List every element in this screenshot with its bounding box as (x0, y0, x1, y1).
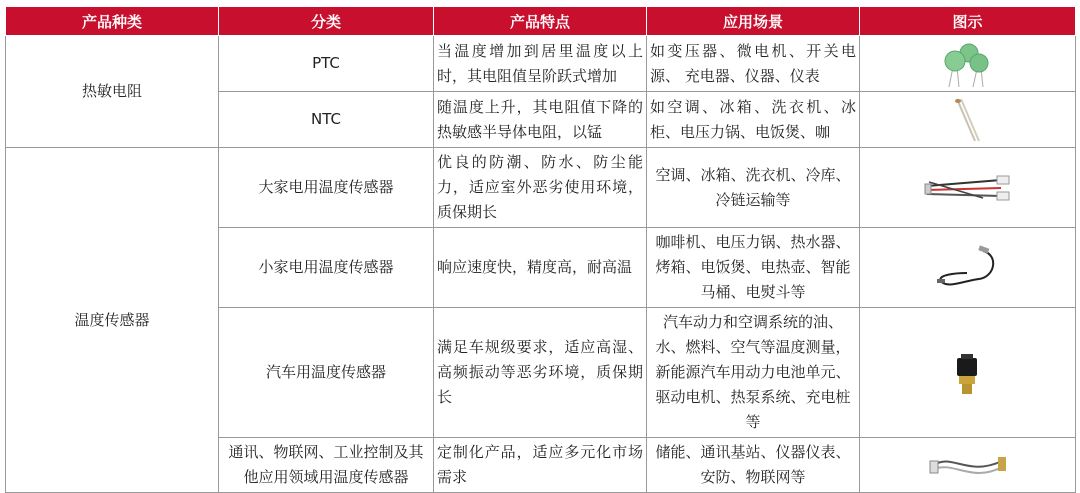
table-row (6, 148, 1076, 228)
image-cell (860, 228, 1076, 308)
automotive-sensor-icon (943, 348, 993, 398)
product-table (5, 6, 1076, 493)
applications-cell: 如空调、冰箱、洗衣机、冰柜、电压力锅、电饭煲、咖 (647, 92, 860, 148)
header-type: 分类 (219, 7, 434, 36)
applications-cell: 如变压器、微电机、开关电源、 充电器、仪器、仪表 (647, 36, 860, 92)
wire-harness-sensor-icon (923, 168, 1013, 208)
ntc-thermistor-icon (933, 95, 1003, 145)
table-row (6, 36, 1076, 92)
category-cell: 温度传感器 (6, 148, 219, 493)
image-cell (860, 36, 1076, 92)
header-category: 产品种类 (6, 7, 219, 36)
type-cell: NTC (219, 92, 434, 148)
type-cell: 汽车用温度传感器 (219, 308, 434, 438)
applications-cell: 空调、冰箱、洗衣机、冷库、冷链运输等 (647, 148, 860, 228)
image-cell (860, 148, 1076, 228)
cable-assembly-sensor-icon (928, 443, 1008, 487)
features-cell: 当温度增加到居里温度以上时，其电阻值呈阶跃式增加 (434, 36, 647, 92)
type-cell: 大家电用温度传感器 (219, 148, 434, 228)
header-row (6, 7, 1076, 36)
header-image: 图示 (860, 7, 1076, 36)
image-cell (860, 438, 1076, 493)
features-cell: 响应速度快，精度高，耐高温 (434, 228, 647, 308)
applications-cell: 咖啡机、电压力锅、热水器、烤箱、电饭煲、电热壶、智能马桶、电熨斗等 (647, 228, 860, 308)
type-cell: 小家电用温度传感器 (219, 228, 434, 308)
image-cell (860, 308, 1076, 438)
image-cell (860, 92, 1076, 148)
features-cell: 随温度上升，其电阻值下降的热敏感半导体电阻，以锰 (434, 92, 647, 148)
features-cell: 满足车规级要求，适应高湿、高频振动等恶劣环境，质保期长 (434, 308, 647, 438)
features-cell: 优良的防潮、防水、防尘能力，适应室外恶劣使用环境，质保期长 (434, 148, 647, 228)
probe-cable-sensor-icon (933, 243, 1003, 293)
features-cell: 定制化产品，适应多元化市场需求 (434, 438, 647, 493)
applications-cell: 储能、通讯基站、仪器仪表、安防、物联网等 (647, 438, 860, 493)
header-applications: 应用场景 (647, 7, 860, 36)
ptc-thermistor-icon (933, 39, 1003, 89)
type-cell: PTC (219, 36, 434, 92)
category-cell: 热敏电阻 (6, 36, 219, 148)
applications-cell: 汽车动力和空调系统的油、水、燃料、空气等温度测量，新能源汽车用动力电池单元、驱动电机、热泵系统、充电桩等 (647, 308, 860, 438)
type-cell: 通讯、物联网、工业控制及其他应用领域用温度传感器 (219, 438, 434, 493)
header-features: 产品特点 (434, 7, 647, 36)
